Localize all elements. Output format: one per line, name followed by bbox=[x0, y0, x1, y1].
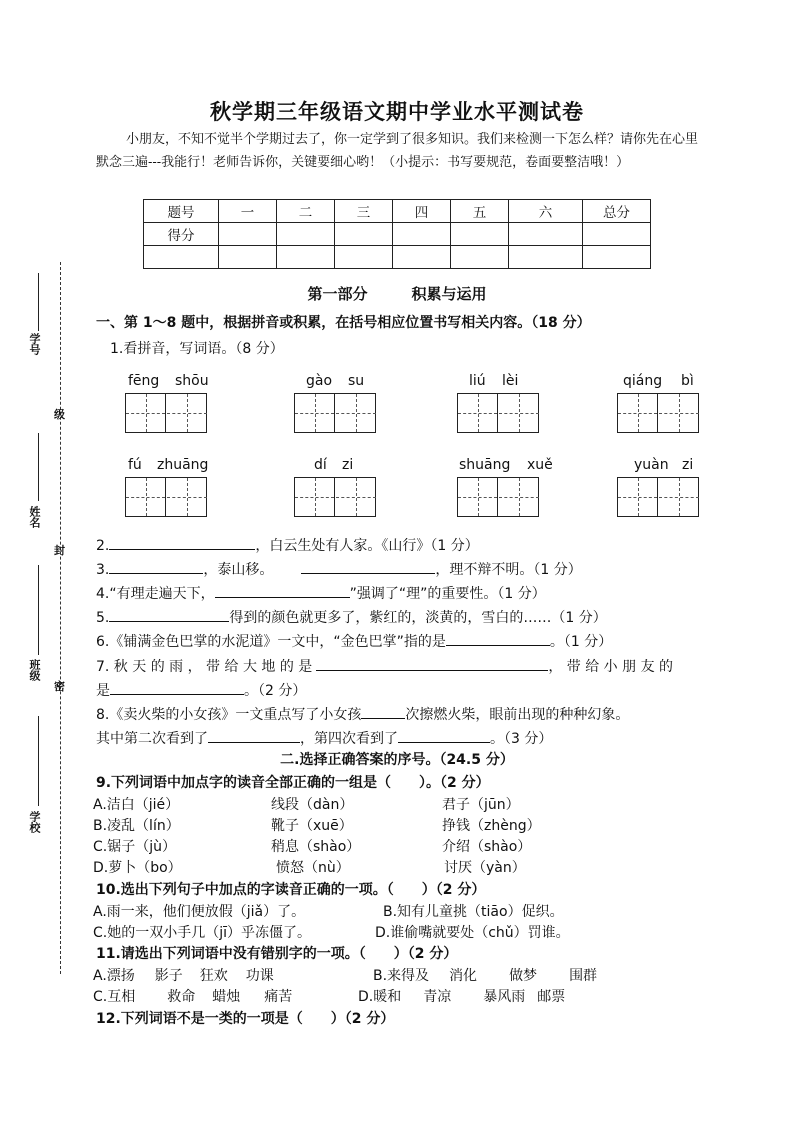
q8-text: ，第四次看到了 bbox=[300, 731, 398, 747]
score-table-header-row bbox=[144, 200, 651, 223]
option-word: 消化 bbox=[449, 968, 478, 984]
q4-text: ”强调了“理”的重要性。（1 分） bbox=[349, 586, 546, 602]
answer-blank[interactable] bbox=[208, 728, 300, 743]
score-cell bbox=[219, 246, 277, 269]
score-header: 题号 bbox=[144, 200, 219, 223]
option[interactable] bbox=[93, 986, 292, 1006]
question-5 bbox=[96, 607, 607, 627]
side-char: 封 bbox=[54, 544, 65, 557]
answer-blank[interactable] bbox=[361, 704, 405, 719]
option[interactable]: A.洁白（jié） bbox=[93, 797, 180, 813]
writing-grid[interactable] bbox=[125, 393, 207, 433]
pinyin-label: lèi bbox=[502, 373, 519, 389]
question-9-stem: 9.下列词语中加点字的读音全部正确的一组是（ ）。（2 分） bbox=[96, 775, 490, 791]
pinyin-label: fú bbox=[128, 457, 142, 473]
writing-grid[interactable] bbox=[125, 477, 207, 517]
side-label-name: 姓名 bbox=[28, 506, 41, 528]
part-name: 积累与运用 bbox=[411, 285, 487, 303]
side-label-school: 学校 bbox=[28, 811, 41, 833]
score-table-row bbox=[144, 223, 651, 246]
pinyin-label: liú bbox=[469, 373, 486, 389]
page-title: 秋学期三年级语文期中学业水平测试卷 bbox=[210, 99, 584, 124]
answer-blank[interactable] bbox=[109, 559, 203, 574]
question-10-stem: 10.选出下列句子中加点的字读音正确的一项。（ ）（2 分） bbox=[96, 882, 486, 898]
writing-grid[interactable] bbox=[294, 393, 376, 433]
option[interactable]: C.她的一双小手几（jī）乎冻僵了。 bbox=[93, 925, 312, 941]
answer-blank[interactable] bbox=[446, 631, 550, 646]
option[interactable]: 讨厌（yàn） bbox=[444, 860, 526, 876]
part-heading bbox=[0, 283, 794, 304]
writing-grid[interactable] bbox=[457, 393, 539, 433]
pinyin-label: yuàn bbox=[634, 457, 669, 473]
option[interactable]: B.知有儿童挑（tiāo）促织。 bbox=[383, 904, 564, 920]
q8-text: 次擦燃火柴，眼前出现的种种幻象。 bbox=[405, 707, 630, 723]
score-cell bbox=[219, 223, 277, 246]
score-cell bbox=[277, 223, 335, 246]
pinyin-label: shuāng bbox=[459, 457, 511, 473]
score-header: 三 bbox=[335, 200, 393, 223]
answer-blank[interactable] bbox=[301, 559, 435, 574]
answer-blank[interactable] bbox=[109, 535, 255, 550]
part-label: 第一部分 bbox=[307, 285, 368, 303]
q8-text: 8.《卖火柴的小女孩》一文重点写了小女孩 bbox=[96, 707, 362, 723]
answer-blank[interactable] bbox=[109, 607, 229, 622]
option-word: 蜡烛 bbox=[212, 989, 241, 1005]
q3-text: ，理不辩不明。（1 分） bbox=[435, 562, 582, 578]
intro-text bbox=[96, 129, 698, 174]
question-8-line-2 bbox=[96, 728, 552, 748]
section-two-heading: 二.选择正确答案的序号。（24.5 分） bbox=[280, 752, 514, 768]
score-cell bbox=[393, 223, 451, 246]
question-11-stem: 11.请选出下列词语中没有错别字的一项。（ ）（2 分） bbox=[96, 946, 458, 962]
answer-blank[interactable] bbox=[110, 680, 244, 695]
q7-text: 。（2 分） bbox=[244, 683, 307, 699]
option[interactable]: 线段（dàn） bbox=[271, 797, 354, 813]
question-12-stem: 12.下列词语不是一类的一项是（ ）（2 分） bbox=[96, 1011, 395, 1027]
q2-text: ，白云生处有人家。《山行》（1 分） bbox=[255, 538, 479, 554]
score-header: 总分 bbox=[583, 200, 651, 223]
pinyin-label: qiáng bbox=[623, 373, 663, 389]
option[interactable] bbox=[358, 986, 565, 1006]
pinyin-label: shōu bbox=[175, 373, 209, 389]
score-header: 五 bbox=[451, 200, 509, 223]
score-cell bbox=[144, 246, 219, 269]
score-cell bbox=[583, 223, 651, 246]
pinyin-label: gào bbox=[306, 373, 333, 389]
q7-text: 是 bbox=[96, 683, 110, 699]
blank-line bbox=[38, 273, 39, 331]
option-word: A.漂扬 bbox=[93, 968, 135, 984]
pinyin-label: bì bbox=[681, 373, 694, 389]
score-cell bbox=[509, 223, 583, 246]
option-word: 影子 bbox=[154, 968, 183, 984]
side-char: 密 bbox=[54, 680, 65, 693]
side-char: 级 bbox=[54, 408, 65, 421]
question-4 bbox=[96, 583, 546, 603]
question-8 bbox=[96, 704, 629, 724]
q7-text: ， 带 给 小 朋 友 的 bbox=[548, 659, 674, 675]
score-cell bbox=[335, 246, 393, 269]
blank-line bbox=[38, 716, 39, 806]
writing-grid[interactable] bbox=[617, 393, 699, 433]
option[interactable]: 君子（jūn） bbox=[442, 797, 520, 813]
score-header: 四 bbox=[393, 200, 451, 223]
pinyin-label: xuě bbox=[527, 457, 553, 473]
option[interactable] bbox=[93, 965, 274, 985]
side-label-student-number: 学号 bbox=[28, 333, 41, 355]
question-6 bbox=[96, 631, 612, 651]
blank-line bbox=[38, 565, 39, 655]
option[interactable]: A.雨一来，他们便放假（jiǎ）了。 bbox=[93, 904, 306, 920]
q3-number: 3. bbox=[96, 562, 110, 578]
question-1-stem: 1.看拼音，写词语。（8 分） bbox=[110, 341, 284, 357]
pinyin-label: zi bbox=[342, 457, 354, 473]
option[interactable]: B.凌乱（lín） bbox=[93, 818, 180, 834]
score-header: 一 bbox=[219, 200, 277, 223]
option[interactable] bbox=[373, 965, 597, 985]
score-table bbox=[143, 199, 651, 269]
score-cell bbox=[393, 246, 451, 269]
writing-grid[interactable] bbox=[457, 477, 539, 517]
score-cell bbox=[335, 223, 393, 246]
score-cell bbox=[583, 246, 651, 269]
answer-blank[interactable] bbox=[316, 656, 548, 671]
option-word: 做梦 bbox=[509, 968, 538, 984]
answer-blank[interactable] bbox=[215, 583, 350, 598]
score-table-row bbox=[144, 246, 651, 269]
q3-text: ，泰山移。 bbox=[203, 562, 274, 578]
q6-text: 6.《铺满金色巴掌的水泥道》一文中，“金色巴掌”指的是 bbox=[96, 634, 446, 650]
option-word: 邮票 bbox=[537, 989, 566, 1005]
pinyin-label: zhuāng bbox=[157, 457, 209, 473]
answer-blank[interactable] bbox=[398, 728, 490, 743]
option[interactable]: C.锯子（jù） bbox=[93, 839, 176, 855]
option[interactable]: 靴子（xuē） bbox=[271, 818, 353, 834]
option-word: B.来得及 bbox=[373, 968, 430, 984]
score-row-label: 得分 bbox=[144, 223, 219, 246]
option[interactable]: 稍息（shào） bbox=[271, 839, 361, 855]
question-3 bbox=[96, 559, 582, 579]
question-7-line-2 bbox=[96, 680, 306, 700]
option[interactable]: D.萝卜（bo） bbox=[93, 860, 182, 876]
q8-text: 其中第二次看到了 bbox=[96, 731, 208, 747]
score-header: 二 bbox=[277, 200, 335, 223]
option-word: 狂欢 bbox=[199, 968, 228, 984]
pinyin-label: dí bbox=[314, 457, 327, 473]
pinyin-label: su bbox=[348, 373, 365, 389]
side-label-class: 班级 bbox=[28, 659, 41, 681]
q8-text: 。（3 分） bbox=[490, 731, 553, 747]
binding-line bbox=[60, 262, 61, 974]
option-word: 功课 bbox=[245, 968, 274, 984]
blank-line bbox=[38, 433, 39, 501]
score-cell bbox=[451, 223, 509, 246]
writing-grid[interactable] bbox=[617, 477, 699, 517]
question-2 bbox=[96, 535, 479, 555]
option-word: 痛苦 bbox=[264, 989, 293, 1005]
q2-number: 2. bbox=[96, 538, 110, 554]
pinyin-label: zi bbox=[682, 457, 694, 473]
q4-text: 4.“有理走遍天下， bbox=[96, 586, 215, 602]
q6-text: 。（1 分） bbox=[549, 634, 613, 650]
option[interactable]: D.谁偷嘴就要处（chǔ）罚谁。 bbox=[375, 925, 570, 941]
q7-text: 7. 秋 天 的 雨 ， 带 给 大 地 的 是 bbox=[96, 659, 313, 675]
option-word: 暴风雨 bbox=[483, 989, 526, 1005]
score-cell bbox=[509, 246, 583, 269]
option[interactable]: 挣钱（zhèng） bbox=[442, 818, 541, 834]
option[interactable]: 愤怒（nù） bbox=[276, 860, 350, 876]
question-7 bbox=[96, 656, 673, 676]
option-word: D.暖和 bbox=[358, 989, 402, 1005]
option-word: C.互相 bbox=[93, 989, 136, 1005]
pinyin-label: fēng bbox=[128, 373, 160, 389]
score-header: 六 bbox=[509, 200, 583, 223]
q5-text: 得到的颜色就更多了，紫红的，淡黄的，雪白的……（1 分） bbox=[229, 610, 607, 626]
score-cell bbox=[277, 246, 335, 269]
section-one-heading: 一、第 1～8 题中，根据拼音或积累，在括号相应位置书写相关内容。（18 分） bbox=[96, 315, 591, 331]
option-word: 青凉 bbox=[423, 989, 452, 1005]
option[interactable]: 介绍（shào） bbox=[442, 839, 532, 855]
score-cell bbox=[451, 246, 509, 269]
option-word: 救命 bbox=[167, 989, 196, 1005]
intro-body: 小朋友，不知不觉半个学期过去了，你一定学到了很多知识。我们来检测一下怎么样？请你先在心里默念三遍---我能行！老师告诉你，关键要细心哟！（小提示：书写要规范，卷面要整洁哦！） bbox=[96, 132, 699, 170]
q5-number: 5. bbox=[96, 610, 110, 626]
option-word: 围群 bbox=[569, 968, 598, 984]
writing-grid[interactable] bbox=[294, 477, 376, 517]
